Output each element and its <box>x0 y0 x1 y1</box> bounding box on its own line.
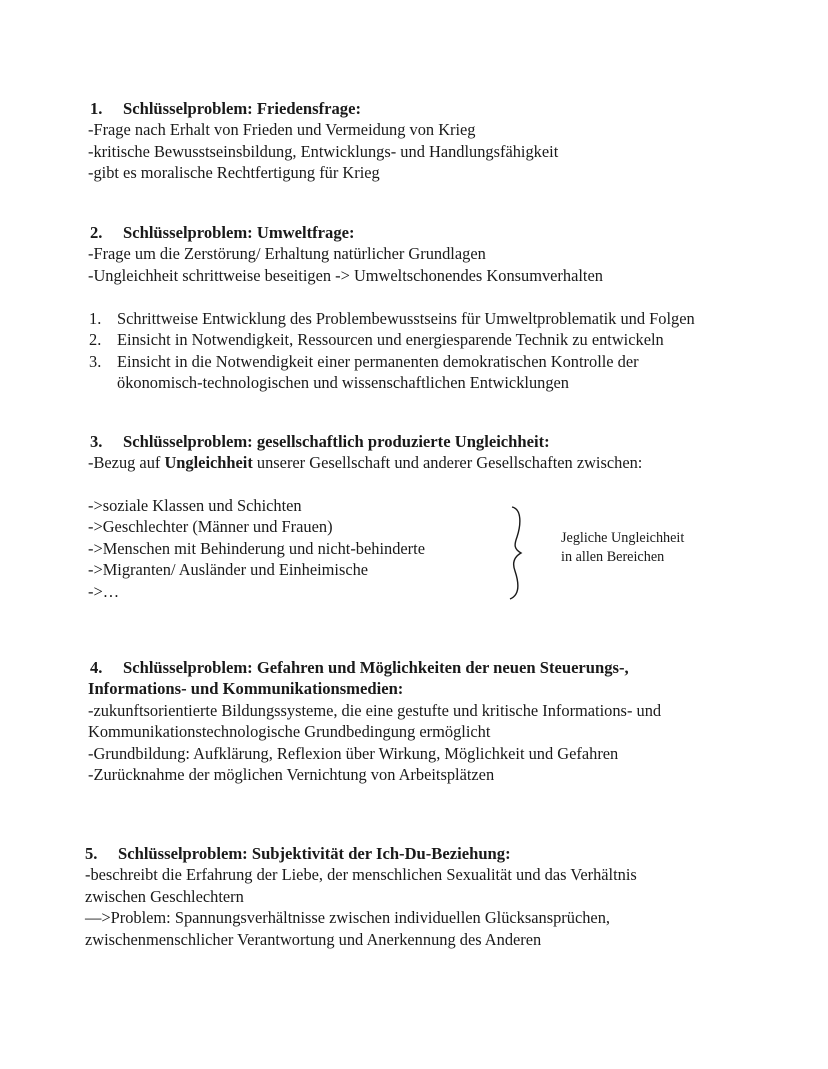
list-item <box>89 308 695 329</box>
section-1-number: 1. <box>90 99 103 118</box>
section-5-line: zwischen Geschlechtern <box>85 886 244 906</box>
section-2-heading <box>90 222 603 243</box>
section-1-title: Schlüsselproblem: Friedensfrage: <box>123 99 361 118</box>
list-item-text-continued: ökonomisch-technologischen und wissenschaftlichen Entwicklungen <box>117 373 570 393</box>
section-2-number: 2. <box>90 223 103 242</box>
section-4-title: Schlüsselproblem: Gefahren und Möglichkeiten der neuen Steuerungs-, <box>123 658 629 677</box>
side-note-line: Jegliche Ungleichheit <box>561 530 685 546</box>
section-4-line: Kommunikationstechnologische Grundbedingung ermöglicht <box>88 722 491 742</box>
section-5-line: zwischenmenschlicher Verantwortung und Anerkennung des Anderen <box>85 929 542 949</box>
arrow-list-item: ->Menschen mit Behinderung und nicht-behinderte <box>88 538 425 558</box>
list-item-text: Schrittweise Entwicklung des Problembewusstseins für Umweltproblematik und Folgen <box>117 309 695 328</box>
intro-bold-term: Ungleichheit <box>164 453 253 473</box>
section-5 <box>85 843 637 950</box>
intro-text: -Bezug auf <box>88 453 165 473</box>
section-5-line: -beschreibt die Erfahrung der Liebe, der menschlichen Sexualität und das Verhältnis <box>85 865 637 885</box>
section-3-number: 3. <box>90 432 103 451</box>
section-1 <box>90 98 558 184</box>
section-3-title: Schlüsselproblem: gesellschaftlich produzierte Ungleichheit: <box>123 432 550 451</box>
section-1-line: -Frage nach Erhalt von Frieden und Vermeidung von Krieg <box>88 120 476 140</box>
section-1-line: -kritische Bewusstseinsbildung, Entwicklungs- und Handlungsfähigkeit <box>88 141 559 161</box>
section-5-line: —>Problem: Spannungsverhältnisse zwischen individuellen Glücksansprüchen, <box>85 908 610 928</box>
section-4-line: -Grundbildung: Aufklärung, Reflexion über Wirkung, Möglichkeit und Gefahren <box>88 743 619 763</box>
list-item-number: 2. <box>89 330 102 350</box>
section-2-numbered-list <box>89 308 695 394</box>
section-3 <box>90 431 642 474</box>
side-note <box>561 529 684 567</box>
section-4-title-continued: Informations- und Kommunikationsmedien: <box>88 679 404 699</box>
list-item-number: 1. <box>89 309 102 328</box>
section-2-line: -Ungleichheit schrittweise beseitigen -> Umweltschonendes Konsumverhalten <box>88 265 603 285</box>
section-1-line: -gibt es moralische Rechtfertigung für Krieg <box>88 163 380 183</box>
section-4 <box>90 657 661 785</box>
section-2-title: Schlüsselproblem: Umweltfrage: <box>123 223 355 242</box>
list-item-text: Einsicht in die Notwendigkeit einer permanenten demokratischen Kontrolle der <box>117 351 639 371</box>
section-2-line: -Frage um die Zerstörung/ Erhaltung natürlicher Grundlagen <box>88 244 486 264</box>
section-3-arrow-list <box>88 495 425 602</box>
section-4-number: 4. <box>90 658 103 677</box>
section-1-heading <box>90 98 558 119</box>
section-5-title: Schlüsselproblem: Subjektivität der Ich-Du-Beziehung: <box>118 844 511 863</box>
list-item-text: Einsicht in Notwendigkeit, Ressourcen und energiesparende Technik zu entwickeln <box>117 330 664 350</box>
section-4-line: -Zurücknahme der möglichen Vernichtung von Arbeitsplätzen <box>88 765 495 785</box>
side-note-line: in allen Bereichen <box>561 549 665 565</box>
arrow-list-item: ->… <box>88 581 120 601</box>
section-4-line: -zukunftsorientierte Bildungssysteme, die eine gestufte und kritische Informations- und <box>88 700 662 720</box>
list-item-number: 3. <box>89 351 102 371</box>
list-item <box>89 329 695 350</box>
intro-text: unserer Gesellschaft und anderer Gesellschaften zwischen: <box>252 453 643 473</box>
section-5-heading <box>85 843 637 864</box>
arrow-list-item: ->soziale Klassen und Schichten <box>88 496 302 515</box>
section-4-heading <box>90 657 661 678</box>
section-2 <box>90 222 603 286</box>
section-5-number: 5. <box>85 844 98 863</box>
section-3-intro <box>88 452 642 473</box>
arrow-list-item: ->Migranten/ Ausländer und Einheimische <box>88 560 369 580</box>
section-3-heading <box>90 431 642 452</box>
arrow-list-item: ->Geschlechter (Männer und Frauen) <box>88 517 333 537</box>
list-item <box>89 351 695 394</box>
curly-brace-icon <box>500 505 530 601</box>
